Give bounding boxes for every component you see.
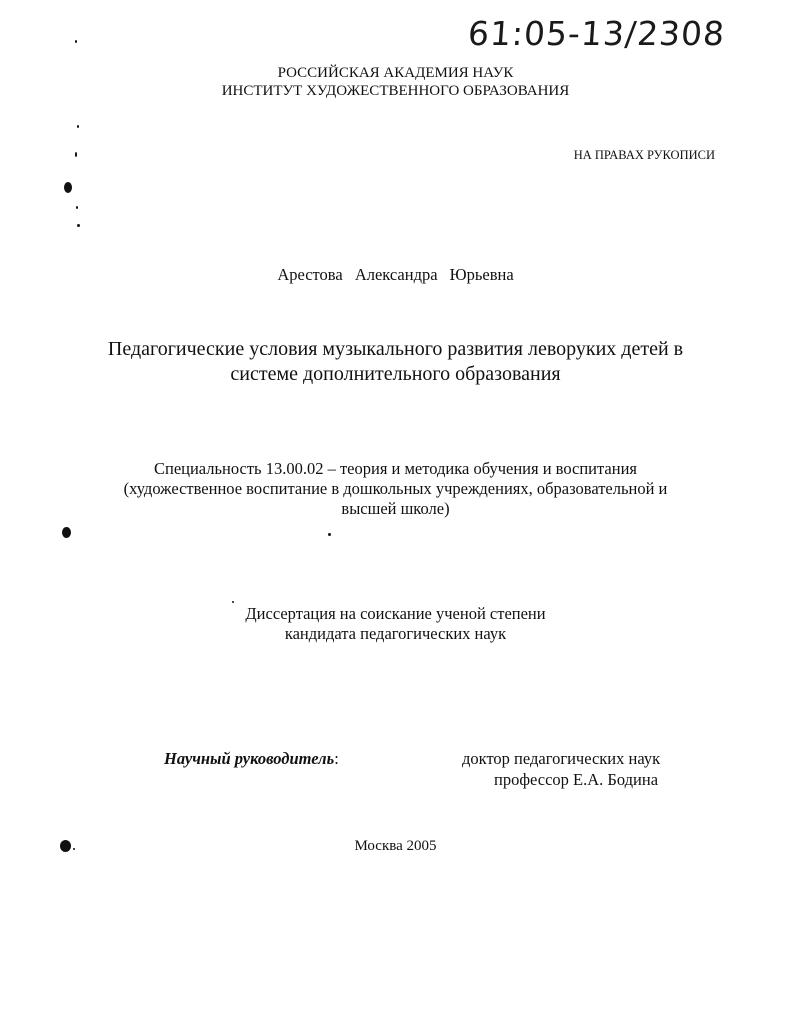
scan-speck — [75, 152, 77, 157]
scan-speck — [76, 206, 78, 209]
author-first-name: Александра — [354, 265, 438, 284]
specialty-line: (художественное воспитание в дошкольных учреждениях, образовательной и — [123, 479, 668, 498]
rights-note: НА ПРАВАХ РУКОПИСИ — [573, 148, 715, 162]
degree-line: кандидата педагогических наук — [284, 624, 507, 643]
author-name — [0, 265, 791, 285]
supervisor-name: профессор Е.А. Бодина — [494, 770, 659, 789]
scan-speck — [328, 533, 331, 536]
archive-code-handwritten: 61:05-13/2308 — [466, 14, 727, 53]
scan-blot — [62, 527, 71, 538]
degree-statement — [0, 604, 791, 644]
institute-name: ИНСТИТУТ ХУДОЖЕСТВЕННОГО ОБРАЗОВАНИЯ — [221, 83, 570, 99]
supervisor-label-text: Научный руководитель — [164, 749, 335, 768]
supervisor-label: Научный руководитель: — [164, 749, 339, 768]
academy-header — [0, 64, 791, 100]
city-year: Москва 2005 — [354, 838, 437, 854]
scan-blot — [60, 840, 71, 852]
author-patronymic: Юрьевна — [449, 265, 514, 284]
scan-speck — [77, 224, 80, 227]
scan-blot — [64, 182, 72, 193]
scan-speck — [75, 40, 77, 43]
scan-speck — [73, 848, 75, 850]
scan-speck — [232, 601, 234, 603]
specialty-line: высшей школе) — [341, 499, 450, 518]
supervisor-degree: доктор педагогических наук — [462, 749, 661, 768]
degree-line: Диссертация на соискание ученой степени — [245, 604, 546, 623]
specialty-line: Специальность 13.00.02 – теория и методика обучения и воспитания — [153, 459, 637, 478]
academy-name: РОССИЙСКАЯ АКАДЕМИЯ НАУК — [277, 65, 514, 81]
title-line: Педагогические условия музыкального развития леворуких детей в — [107, 338, 684, 360]
title-line: системе дополнительного образования — [230, 363, 561, 385]
specialty-block — [0, 459, 791, 519]
author-surname: Арестова — [277, 265, 343, 284]
scan-speck — [77, 125, 79, 128]
dissertation-title — [0, 337, 791, 387]
